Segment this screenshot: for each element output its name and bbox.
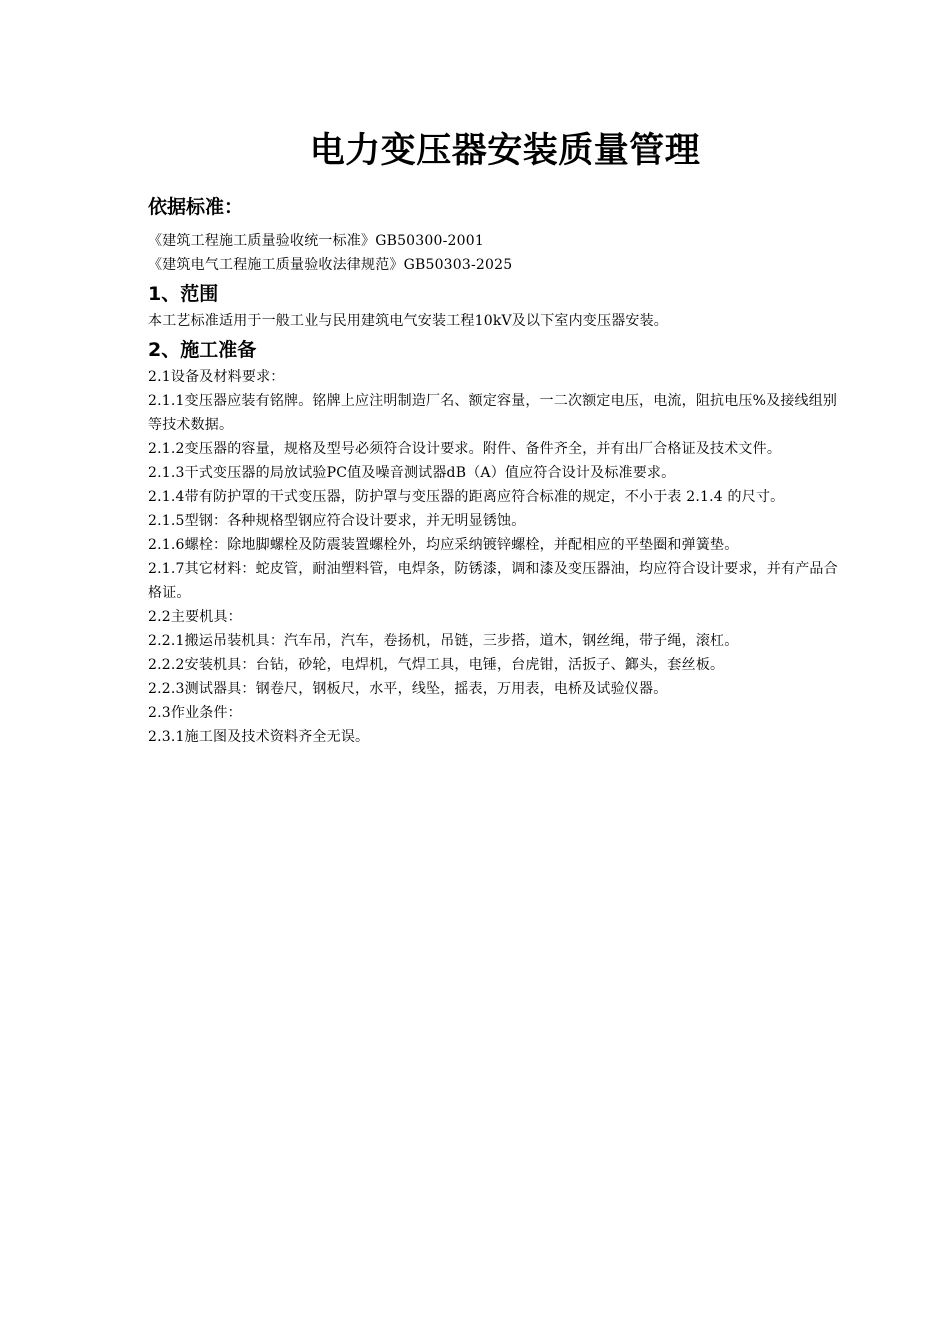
document-title: 电力变压器安装质量管理 xyxy=(309,131,701,171)
paragraph-2-2-2: 2.2.2安装机具：台钻，砂轮，电焊机，气焊工具，电锤，台虎钳，活扳子、鎯头，套丝板。 xyxy=(148,657,725,673)
paragraph-2-1: 2.1设备及材料要求： xyxy=(148,369,285,385)
paragraph-2-1-7: 2.1.7其它材料：蛇皮管，耐油塑料管，电焊条，防锈漆，调和漆及变压器油，均应符合设计要求，并有产品合格证。 xyxy=(148,561,838,601)
paragraph-2-1-1: 2.1.1变压器应装有铭牌。铭牌上应注明制造厂名、额定容量，一二次额定电压，电流，阻抗电压%及接线组别等技术数据。 xyxy=(148,393,838,433)
paragraph-2-3-1: 2.3.1施工图及技术资料齐全无误。 xyxy=(148,729,370,745)
paragraph-2-1-6: 2.1.6螺栓：除地脚螺栓及防震装置螺栓外，均应采纳镀锌螺栓，并配相应的平垫圈和弹簧垫。 xyxy=(148,537,739,553)
paragraph-2-1-5: 2.1.5型钢：各种规格型钢应符合设计要求，并无明显锈蚀。 xyxy=(148,513,526,529)
paragraph-2-2-1: 2.2.1搬运吊装机具：汽车吊，汽车，卷扬机，吊链，三步搭，道木，钢丝绳，带子绳，滚杠。 xyxy=(148,633,739,649)
section-1-text: 本工艺标准适用于一般工业与民用建筑电气安装工程10kV及以下室内变压器安装。 xyxy=(148,313,669,329)
basis-heading: 依据标准： xyxy=(148,196,244,218)
document-body xyxy=(148,195,848,749)
standard-reference: 《建筑电气工程施工质量验收法律规范》GB50303-2025 xyxy=(148,257,513,273)
paragraph-2-1-4: 2.1.4带有防护罩的干式变压器，防护罩与变压器的距离应符合标准的规定，不小于表 2.1.4 的尺寸。 xyxy=(148,489,785,505)
section-1-heading: 1、范围 xyxy=(148,283,219,305)
paragraph-2-1-3: 2.1.3干式变压器的局放试验PC值及噪音测试器dB（A）值应符合设计及标准要求。 xyxy=(148,465,676,481)
paragraph-2-3: 2.3作业条件： xyxy=(148,705,242,721)
section-2-heading: 2、施工准备 xyxy=(148,339,257,361)
paragraph-2-1-2: 2.1.2变压器的容量，规格及型号必须符合设计要求。附件、备件齐全，并有出厂合格证及技术文件。 xyxy=(148,441,782,457)
paragraph-2-2: 2.2主要机具： xyxy=(148,609,242,625)
standard-reference: 《建筑工程施工质量验收统一标准》GB50300-2001 xyxy=(148,233,484,249)
paragraph-2-2-3: 2.2.3测试器具：钢卷尺，钢板尺，水平，线坠，摇表，万用表，电桥及试验仪器。 xyxy=(148,681,668,697)
